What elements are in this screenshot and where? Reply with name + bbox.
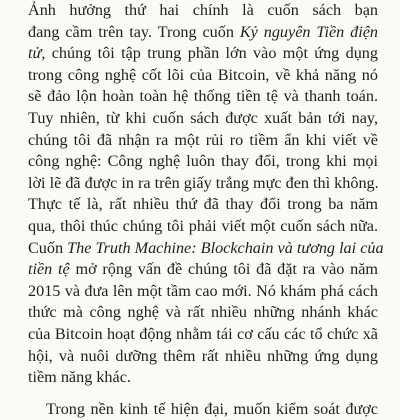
text-line-11: qua, thôi thúc chúng tôi phải viết một cuốn sách nữa. xyxy=(28,216,378,235)
text-line-3: tử, chúng tôi tập trung phần lớn vào một ứng dụng xyxy=(28,44,378,63)
text-line-2: đang cầm trên tay. Trong cuốn Kỷ nguyên Tiền điện xyxy=(28,22,379,41)
text-line-15: thức mà công nghệ và rất nhiều những nhánh khác xyxy=(28,303,378,322)
text-line-8: công nghệ: Công nghệ luôn thay đổi, trong khi mọi xyxy=(28,152,378,171)
text-line-19: Trong nền kinh tế hiện đại, muốn kiểm soát được xyxy=(46,399,378,418)
text-line-14: 2015 và đưa lên một tầm cao mới. Nó khám phá cách xyxy=(28,281,378,300)
paragraph-gap xyxy=(28,389,378,399)
text-line-6: Tuy nhiên, từ khi cuốn sách được xuất bản tới nay, xyxy=(28,108,378,127)
text-line-18: tiềm năng khác. xyxy=(28,368,131,387)
text-line-9: lời lẽ đã được in ra trên giấy trắng mực đen thì không. xyxy=(28,173,379,192)
text-line-17: hội, và nuôi dưỡng thêm rất nhiều những ứng dụng xyxy=(28,346,378,365)
text-line-12: Cuốn The Truth Machine: Blockchain và tương lai của xyxy=(28,238,384,257)
text-line-4: trong công nghệ cốt lõi của Bitcoin, về khả năng nó xyxy=(28,65,378,84)
text-line-10: Thực tế là, rất nhiều thứ đã thay đổi trong ba năm xyxy=(28,195,378,214)
text-line-13: tiền tệ mở rộng vấn đề chúng tôi đã đặt ra vào năm xyxy=(28,260,378,279)
text-line-7: chúng tôi đã nhận ra một rủi ro tiềm ẩn khi viết về xyxy=(28,130,378,149)
text-line-5: sẽ đảo lộn hoàn toàn hệ thống tiền tệ và thanh toán. xyxy=(28,87,378,106)
body-text xyxy=(28,0,384,420)
text-line-1: Ảnh hưởng thứ hai chính là cuốn sách bạn xyxy=(28,1,378,19)
text-line-16: của Bitcoin hoạt động nhằm tái cơ cấu các tổ chức xã xyxy=(28,324,378,343)
